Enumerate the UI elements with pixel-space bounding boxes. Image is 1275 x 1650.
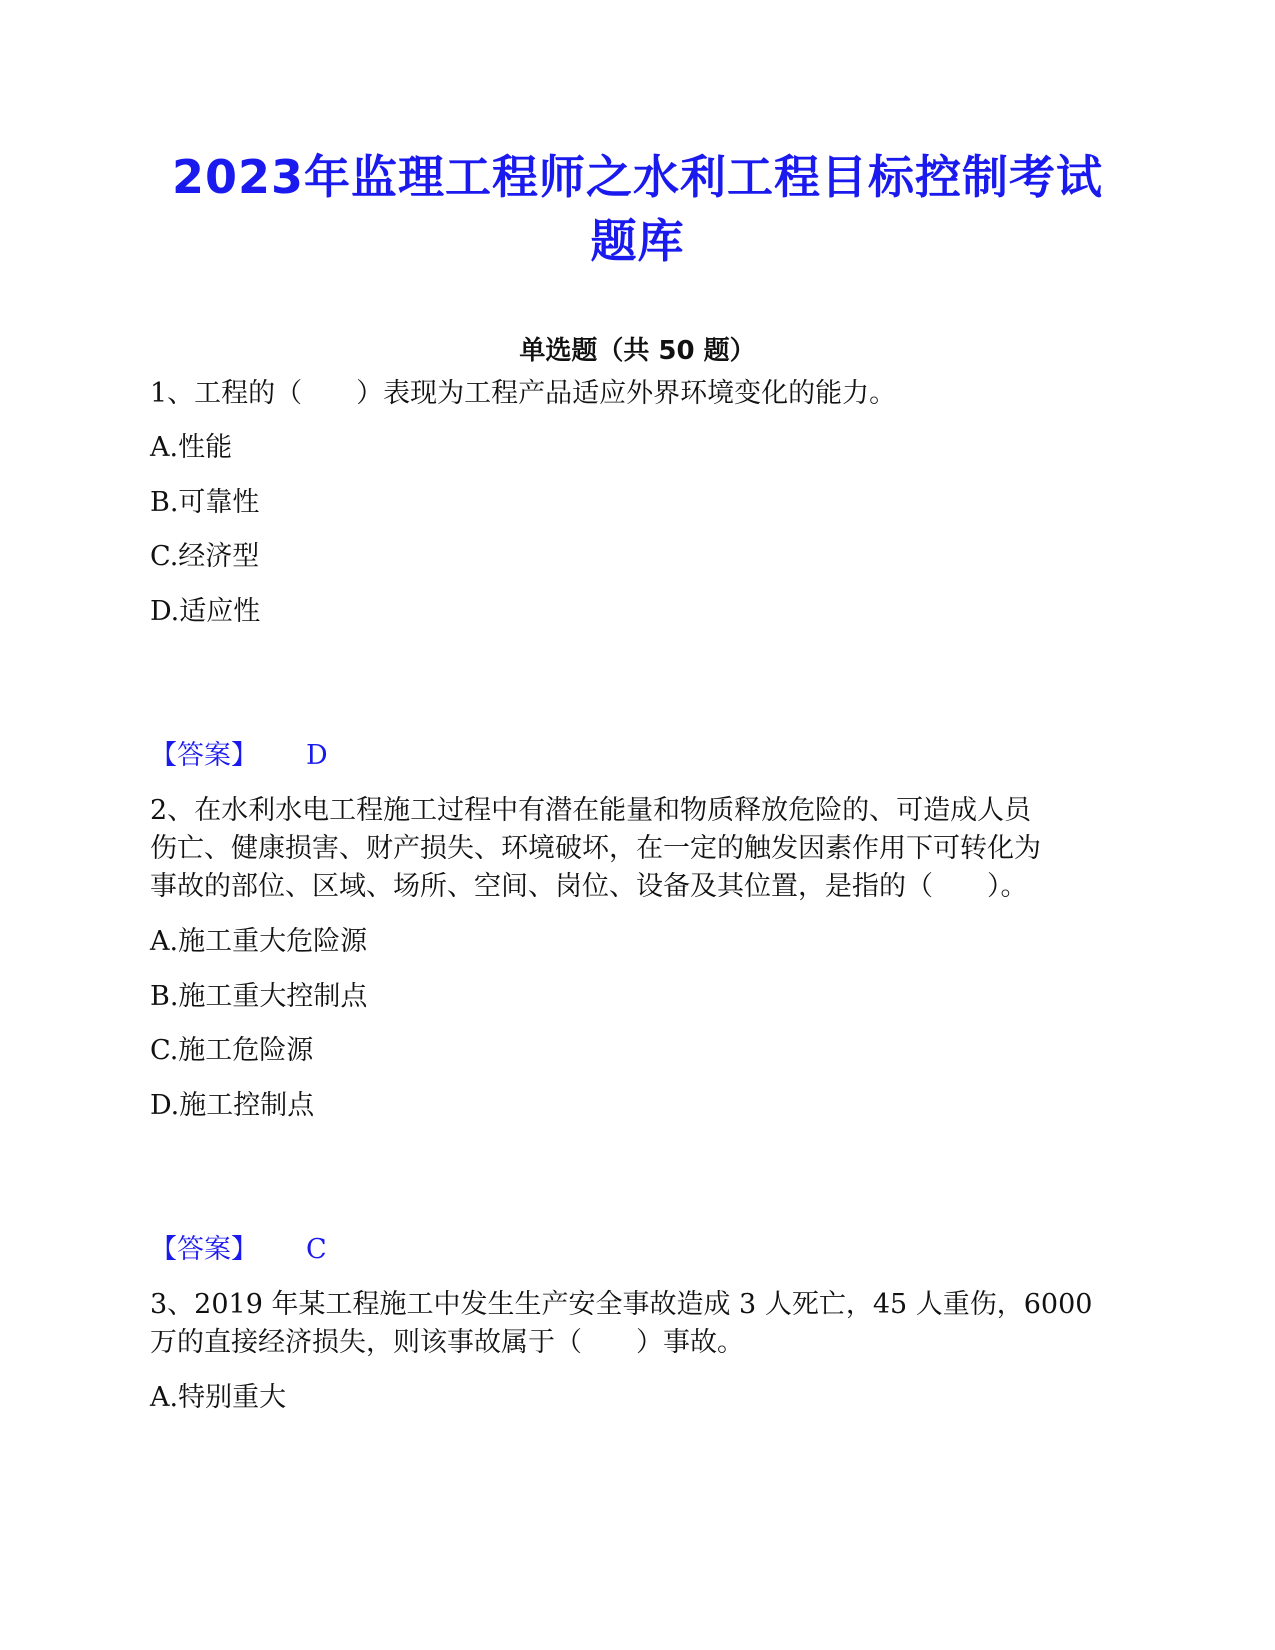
- question-2-option-b: B.施工重大控制点: [150, 981, 368, 1012]
- document-title: [120, 145, 1155, 273]
- title-line-2: 题库: [590, 214, 685, 268]
- question-3-stem-line-1: 3、2019 年某工程施工中发生生产安全事故造成 3 人死亡，45 人重伤，6000: [150, 1289, 1093, 1320]
- question-3-stem-line-2: 万的直接经济损失，则该事故属于（ ）事故。: [150, 1327, 744, 1358]
- question-2-stem-line-2: 伤亡、健康损害、财产损失、环境破坏，在一定的触发因素作用下可转化为: [150, 833, 1041, 864]
- question-2-option-d: D.施工控制点: [150, 1090, 315, 1121]
- question-1-option-d: D.适应性: [150, 596, 261, 627]
- question-2-option-a: A.施工重大危险源: [150, 926, 368, 957]
- question-1-option-b: B.可靠性: [150, 487, 260, 518]
- question-2-answer: [150, 1230, 327, 1270]
- question-2-option-c: C.施工危险源: [150, 1035, 314, 1066]
- title-line-1: 2023年监理工程师之水利工程目标控制考试: [171, 150, 1104, 204]
- question-1-stem: 1、工程的（ ）表现为工程产品适应外界环境变化的能力。: [150, 378, 897, 409]
- question-2-stem-line-3: 事故的部位、区域、场所、空间、岗位、设备及其位置，是指的（ ）。: [150, 871, 1028, 902]
- question-2-stem-line-1: 2、在水利水电工程施工过程中有潜在能量和物质释放危险的、可造成人员: [150, 795, 1032, 826]
- answer-value: C: [306, 1234, 327, 1265]
- answer-label: 【答案】: [150, 740, 258, 771]
- answer-value: D: [306, 740, 328, 771]
- question-1-answer: [150, 736, 328, 776]
- question-3-option-a: A.特别重大: [150, 1382, 287, 1413]
- section-heading: 单选题（共 50 题）: [519, 336, 756, 366]
- answer-label: 【答案】: [150, 1234, 258, 1265]
- question-1-option-c: C.经济型: [150, 541, 260, 572]
- question-1-option-a: A.性能: [150, 432, 233, 463]
